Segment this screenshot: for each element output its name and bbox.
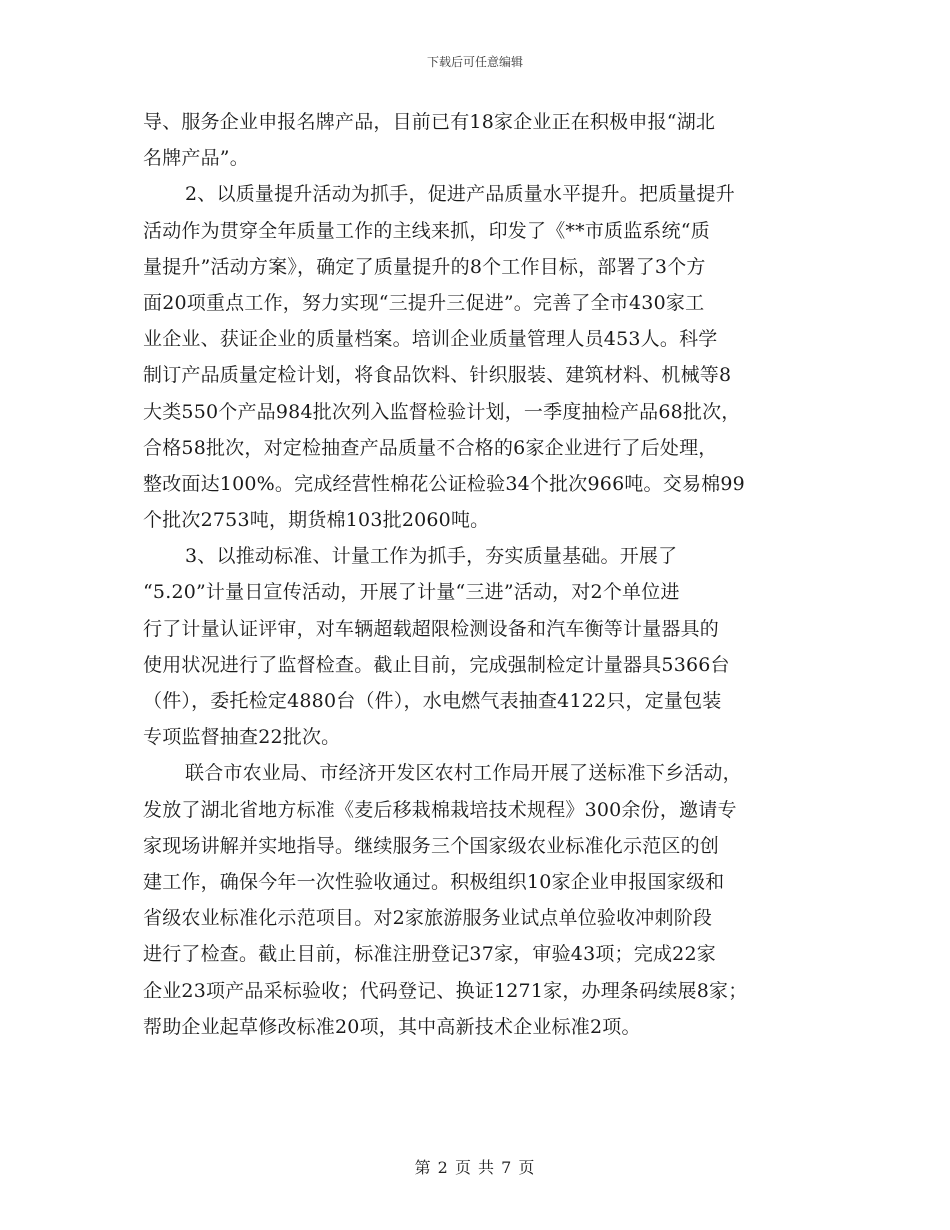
text-line: 整改面达100%。完成经营性棉花公证检验34个批次966吨。交易棉99 [143, 472, 745, 495]
text-line: 家现场讲解并实地指导。继续服务三个国家级农业标准化示范区的创 [143, 834, 720, 857]
text-line: 企业23项产品采标验收；代码登记、换证1271家，办理条码续展8家； [143, 979, 748, 1002]
page-number: 第 2 页 共 7 页 [414, 1158, 536, 1177]
text-line: 活动作为贯穿全年质量工作的主线来抓，印发了《**市质监系统“质 [143, 219, 710, 242]
text-line: 大类550个产品984批次列入监督检验计划，一季度抽检产品68批次， [143, 400, 741, 423]
text-line: 业企业、获证企业的质量档案。培训企业质量管理人员453人。科学 [143, 328, 718, 351]
text-line: 个批次2753吨，期货棉103批2060吨。 [143, 509, 490, 532]
text-line: 行了计量认证评审，对车辆超载超限检测设备和汽车衡等计量器具的 [143, 617, 720, 640]
text-line: 省级农业标准化示范项目。对2家旅游服务业试点单位验收冲刺阶段 [143, 907, 713, 930]
text-line: 使用状况进行了监督检查。截止目前，完成强制检定计量器具5366台 [143, 653, 730, 676]
text-line: 制订产品质量定检计划，将食品饮料、针织服装、建筑材料、机械等8 [143, 364, 732, 387]
text-line: 联合市农业局、市经济开发区农村工作局开展了送标准下乡活动， [185, 762, 742, 785]
text-line: 导、服务企业申报名牌产品，目前已有18家企业正在积极申报“湖北 [143, 111, 716, 133]
text-line: 建工作，确保今年一次性验收通过。积极组织10家企业申报国家级和 [143, 870, 725, 893]
page-header: 下载后可任意编辑 [426, 55, 523, 69]
text-line: 发放了湖北省地方标准《麦后移栽棉栽培技术规程》300余份，邀请专 [143, 798, 737, 821]
text-line: 3、以推动标准、计量工作为抓手，夯实质量基础。开展了 [185, 545, 678, 568]
text-line: 合格58批次，对定检抽查产品质量不合格的6家企业进行了后处理， [143, 436, 718, 459]
text-line: 帮助企业起草修改标准20项，其中高新技术企业标准2项。 [143, 1015, 641, 1038]
text-line: 2、以质量提升活动为抓手，促进产品质量水平提升。把质量提升 [185, 183, 735, 206]
text-line: 量提升”活动方案》，确定了质量提升的8个工作目标，部署了3个方 [143, 255, 706, 278]
text-line: 进行了检查。截止目前，标准注册登记37家，审验43项；完成22家 [143, 943, 716, 966]
text-line: “5.20”计量日宣传活动，开展了计量“三进”活动，对2个单位进 [143, 581, 680, 604]
text-line: 名牌产品”。 [143, 147, 249, 170]
text-line: 专项监督抽查22批次。 [143, 726, 341, 749]
text-line: 面20项重点工作，努力实现“三提升三促进”。完善了全市430家工 [143, 291, 705, 314]
text-line: （件），委托检定4880台（件），水电燃气表抽查4122只，定量包装 [143, 690, 722, 712]
document-body [143, 104, 833, 1045]
